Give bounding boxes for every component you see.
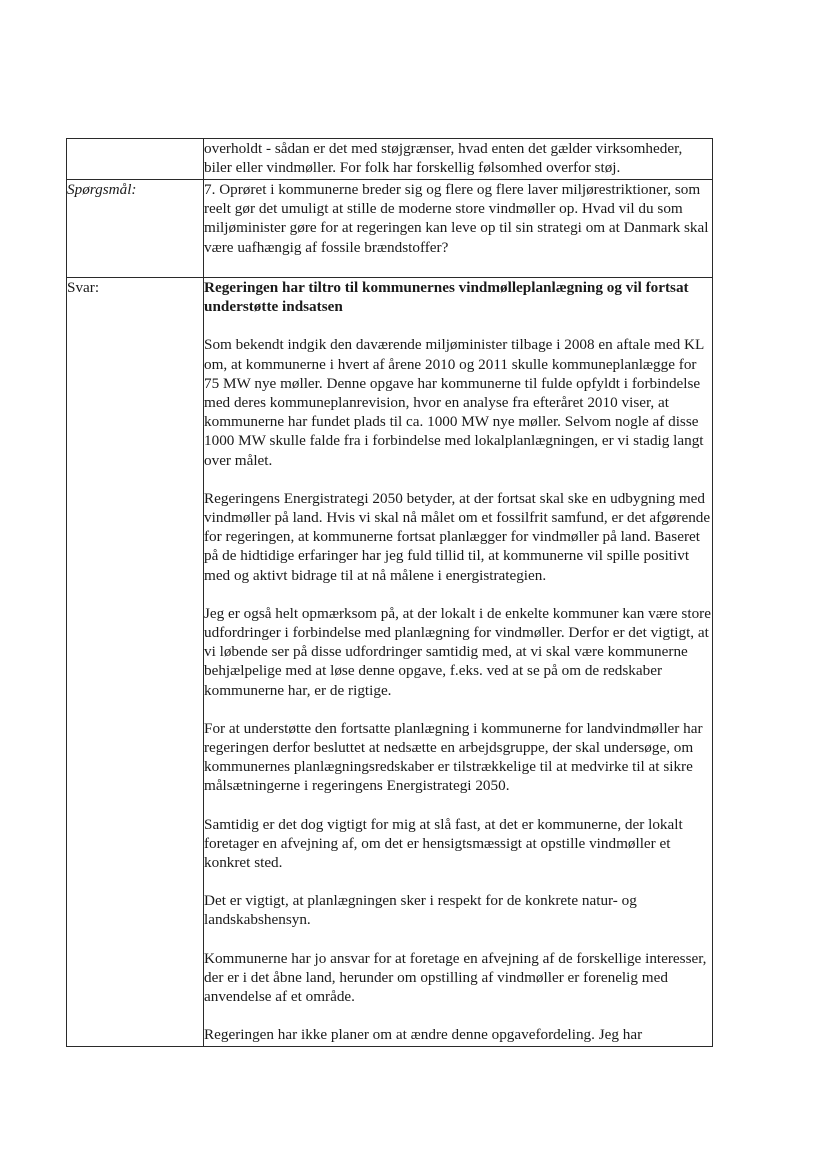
answer-paragraph: Jeg er også helt opmærksom på, at der lokalt i de enkelte kommuner kan være store udfordringer i forbindelse med planlægning for vindmøller. Derfor er det vigtigt, at vi løbende ser på disse udfordringer samtidig med, at vi skal være kommunerne behjælpelige med at løse denne opgave, f.eks. ved at se på om de redskaber kommunerne har, er de rigtige. xyxy=(204,604,711,699)
answer-paragraph: Regeringens Energistrategi 2050 betyder, at der fortsat skal ske en udbygning med vindmøller på land. Hvis vi skal nå målet om et fossilfrit samfund, er det afgørende for regeringen, at kommunerne fortsat planlægger for vindmøller på land. Baseret på de hidtidige erfaringer har jeg fuld tillid til, at kommunerne vil spille positivt med og aktivt bidrage til at nå målene i energistrategien. xyxy=(204,489,711,584)
answer-paragraph: Kommunerne har jo ansvar for at foretage en afvejning af de forskellige interesser, der er i det åbne land, herunder om opstilling af vindmøller er forenelig med anvendelse af et område. xyxy=(204,949,707,1006)
answer-paragraph: Det er vigtigt, at planlægningen sker i respekt for de konkrete natur- og landskabshensyn. xyxy=(204,892,637,929)
table-row xyxy=(67,139,713,180)
question-label: Spørgsmål: xyxy=(67,180,204,278)
row-content xyxy=(204,180,713,278)
answer-paragraph: Som bekendt indgik den daværende miljøminister tilbage i 2008 en aftale med KL om, at kommunerne i hvert af årene 2010 og 2011 skulle kommuneplanlægge for 75 MW nye møller. Denne opgave har kommunerne til fulde opfyldt i forbindelse med deres kommuneplanrevision, hvor en analyse fra efteråret 2010 viser, at kommunerne har fundet plads til ca. 1000 MW nye møller. Selvom nogle af disse 1000 MW skulle falde fra i forbindelse med lokalplanlægningen, er vi stadig langt over målet. xyxy=(204,336,704,469)
answer-paragraph: Regeringen har ikke planer om at ændre denne opgavefordeling. Jeg har xyxy=(204,1026,643,1044)
table-row xyxy=(67,278,713,1047)
continued-answer-text: overholdt - sådan er det med støjgrænser, hvad enten det gælder virksomheder, biler eller vindmøller. For folk har forskellig følsomhed overfor støj. xyxy=(204,140,683,177)
answer-heading: Regeringen har tiltro til kommunernes vindmølleplanlægning og vil fortsat understøtte indsatsen xyxy=(204,279,689,316)
answer-paragraph: For at understøtte den fortsatte planlægning i kommunerne for landvindmøller har regeringen derfor besluttet at nedsætte en arbejdsgruppe, der skal undersøge, om kommunernes planlægningsredskaber er tilstrækkelige til at medvirke til at sikre målsætningerne i regeringens Energistrategi 2050. xyxy=(204,719,703,795)
row-label xyxy=(67,139,204,180)
row-content xyxy=(204,278,713,1047)
question-text: 7. Oprøret i kommunerne breder sig og flere og flere laver miljørestriktioner, som reelt gør det umuligt at stille de moderne store vindmøller op. Hvad vil du som miljøminister gøre for at regeringen kan leve op til sin strategi om at Danmark skal være uafhængig af fossile brændstoffer? xyxy=(204,181,709,256)
table-row xyxy=(67,180,713,278)
answer-paragraph: Samtidig er det dog vigtigt for mig at slå fast, at det er kommunerne, der lokalt foretager en afvejning af, om det er hensigtsmæssigt at opstille vindmøller et konkret sted. xyxy=(204,815,683,872)
row-content xyxy=(204,139,713,180)
qa-table xyxy=(66,138,713,1047)
answer-label: Svar: xyxy=(67,278,204,1047)
